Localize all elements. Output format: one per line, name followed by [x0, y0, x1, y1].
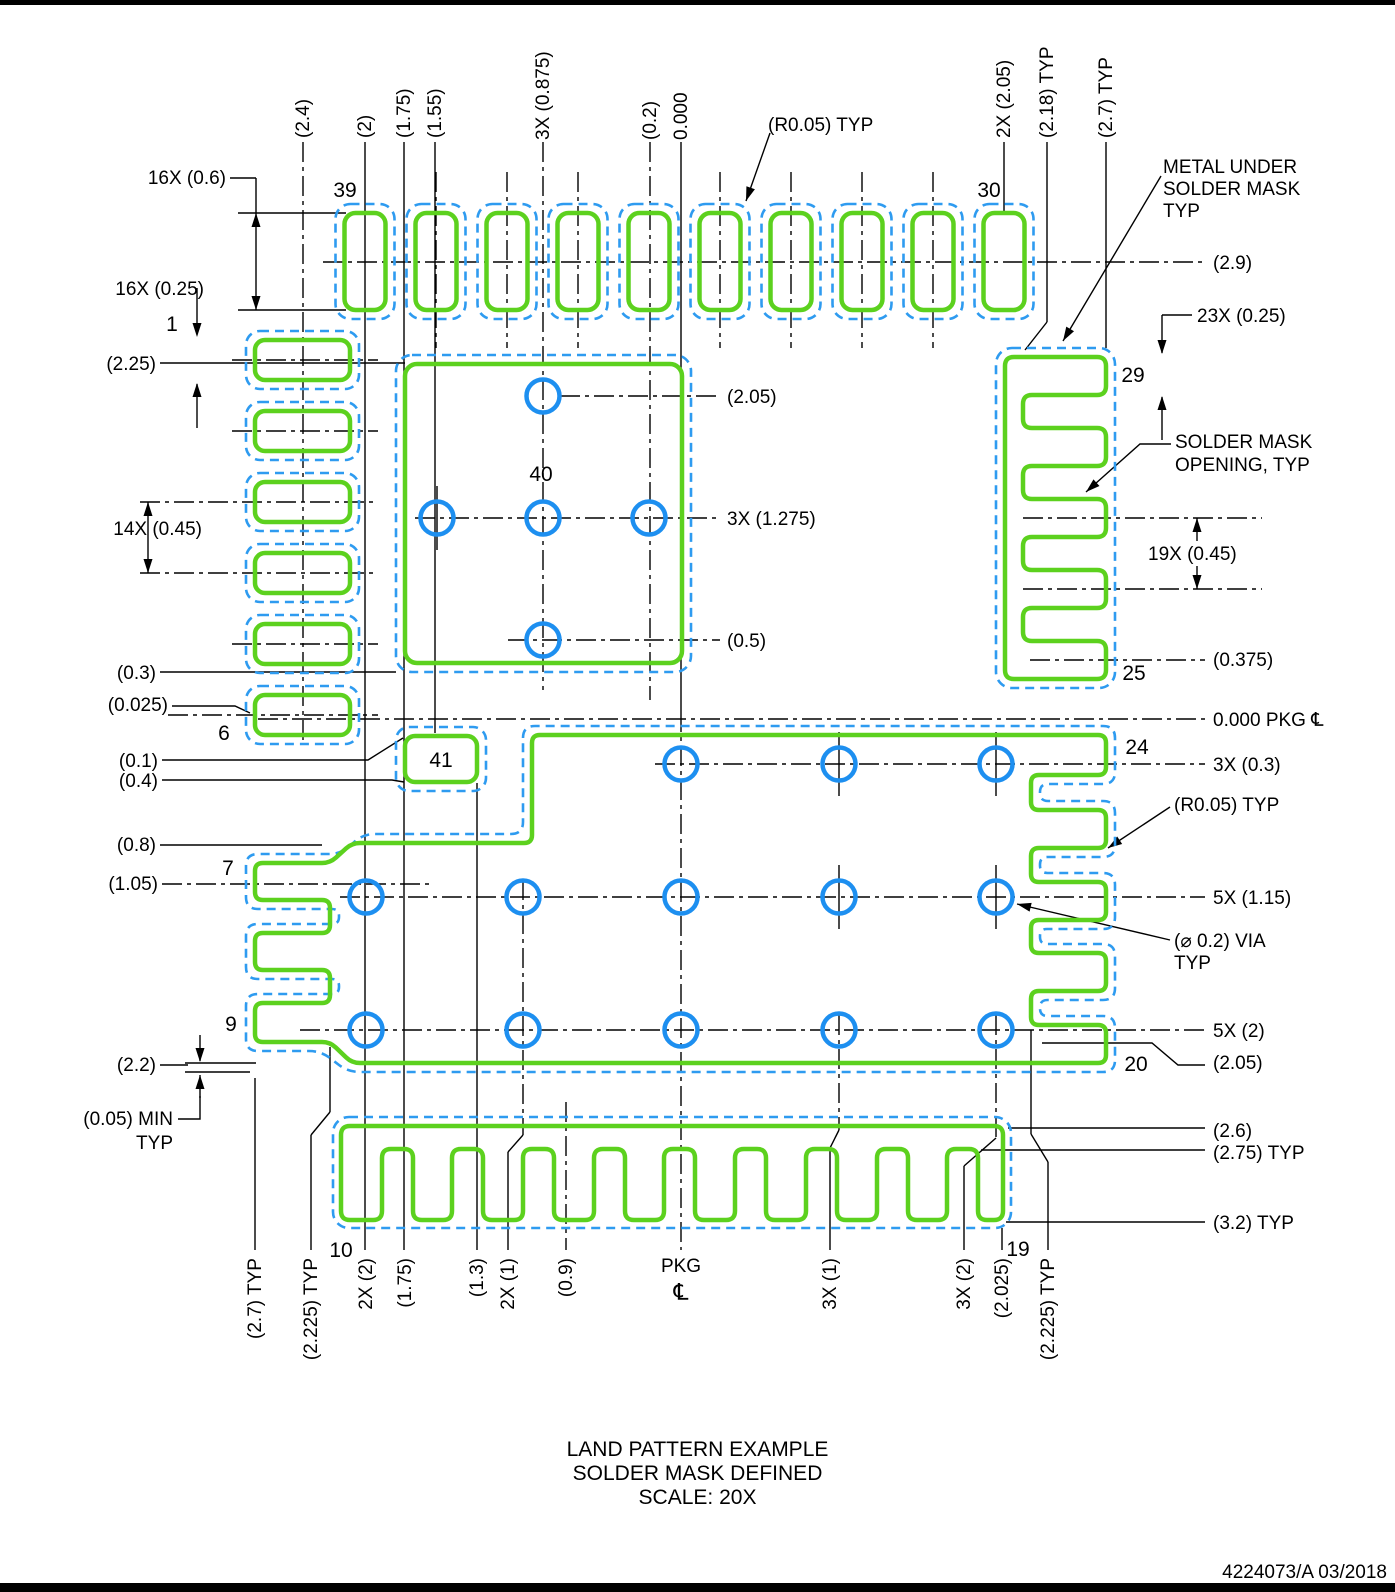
- dim-label-left: (0.025): [107, 695, 168, 716]
- pin-number-label: 20: [1124, 1053, 1148, 1076]
- dim-label-right: 3X (0.3): [1213, 755, 1281, 776]
- arrowhead: [1193, 575, 1202, 589]
- dim-label-bottom: (2.225) TYP: [1038, 1258, 1059, 1361]
- arrowhead: [1059, 327, 1074, 344]
- dim-label-right: (2.6): [1213, 1121, 1253, 1142]
- leader-line: [162, 738, 403, 760]
- dim-label-top: (2.4): [293, 98, 314, 138]
- pin-number-label: 6: [218, 722, 230, 745]
- dim-label-bottom: 2X (1): [498, 1258, 519, 1310]
- arrowhead: [252, 213, 261, 227]
- dim-label-top: (2): [355, 114, 376, 138]
- dim-label-right: SOLDER MASK: [1175, 432, 1313, 453]
- arrowhead: [1158, 340, 1167, 354]
- dim-label-bottom: (2.225) TYP: [301, 1258, 322, 1361]
- arrowhead: [1158, 396, 1167, 410]
- dim-label-right: SOLDER MASK: [1163, 179, 1301, 200]
- pin-number-label: 41: [429, 749, 453, 772]
- pin-number-label: 1: [166, 313, 178, 336]
- dim-label-right: ℄: [673, 1279, 689, 1305]
- dim-label-right: (2.05): [727, 387, 777, 408]
- dim-label-top: 2X (2.05): [994, 59, 1015, 138]
- dim-label-right: (0.5): [727, 631, 767, 652]
- drawing-number: 4224073/A 03/2018: [1222, 1562, 1387, 1583]
- dim-label-right: (2.9): [1213, 253, 1253, 274]
- dim-label-bottom: 2X (2): [356, 1258, 377, 1310]
- pin-number-label: 24: [1125, 736, 1149, 759]
- dim-label-top: (1.75): [394, 88, 415, 138]
- title-line-2: SOLDER MASK DEFINED: [572, 1462, 823, 1485]
- leader-line: [508, 1135, 523, 1152]
- dim-label-left: (0.8): [116, 835, 156, 856]
- dim-label-left: (1.05): [108, 874, 158, 895]
- leader-line: [1025, 322, 1047, 350]
- title-line-1: LAND PATTERN EXAMPLE: [566, 1438, 829, 1461]
- dim-label-left: (0.05) MIN: [83, 1109, 173, 1130]
- dim-label-right: METAL UNDER: [1163, 157, 1298, 178]
- dim-label-bottom: (0.9): [556, 1258, 577, 1298]
- dim-label-right: 0.000 PKG ℄: [1213, 710, 1324, 731]
- dim-label-top: (1.55): [425, 88, 446, 138]
- pin-number-label: 39: [333, 179, 357, 202]
- dim-label-right: PKG: [660, 1256, 702, 1277]
- dim-label-top: (2.18) TYP: [1037, 46, 1058, 138]
- dim-label-right: (2.05): [1213, 1053, 1263, 1074]
- metal-pad-10-19: [341, 1126, 1003, 1220]
- dim-label-bottom: 3X (1): [820, 1258, 841, 1310]
- dim-label-top: 0.000: [671, 92, 692, 140]
- arrowhead: [193, 323, 202, 337]
- dim-label-right: OPENING, TYP: [1175, 455, 1310, 476]
- dim-label-right: TYP: [1174, 953, 1211, 974]
- leader-line: [1031, 1134, 1048, 1162]
- page-bottom-border: [0, 1583, 1395, 1592]
- dim-label-right: 23X (0.25): [1197, 306, 1286, 327]
- dim-label-left: 14X (0.45): [113, 519, 202, 540]
- dim-label-right: 5X (1.15): [1213, 888, 1292, 909]
- dim-label-top: (0.2): [640, 100, 661, 140]
- pin-number-label: 19: [1006, 1238, 1030, 1261]
- dim-label-bottom: (2.025): [992, 1258, 1013, 1319]
- arrowhead: [144, 559, 153, 573]
- arrowhead: [193, 383, 202, 397]
- dim-label-left: (0.1): [118, 751, 158, 772]
- dim-label-left: (0.4): [118, 771, 158, 792]
- dim-label-bottom: (2.7) TYP: [245, 1258, 266, 1339]
- dim-label-right: 3X (1.275): [727, 509, 816, 530]
- dim-label-right: (2.75) TYP: [1213, 1143, 1305, 1164]
- arrowhead: [1016, 900, 1032, 912]
- leader-line: [172, 706, 250, 713]
- dim-label-bottom: (1.3): [467, 1258, 488, 1298]
- arrowhead: [742, 186, 755, 202]
- arrowhead: [252, 296, 261, 310]
- leader-line: [178, 1096, 200, 1119]
- drawing-title: [0, 1438, 1395, 1510]
- dim-label-left: (0.3): [116, 663, 156, 684]
- dim-label-bottom: (1.75): [395, 1258, 416, 1308]
- dim-label-right: 19X (0.45): [1148, 544, 1237, 565]
- pin-number-label: 25: [1122, 662, 1146, 685]
- dim-label-left: 16X (0.6): [147, 168, 226, 189]
- dim-label-left: (2.2): [116, 1055, 156, 1076]
- arrowhead: [1193, 518, 1202, 532]
- leader-line: [830, 1130, 839, 1148]
- pin-number-label: 29: [1121, 364, 1145, 387]
- pin-number-label: 40: [529, 463, 553, 486]
- arrowhead: [196, 1048, 205, 1062]
- dim-label-right: (3.2) TYP: [1213, 1213, 1294, 1234]
- title-line-3: SCALE: 20X: [638, 1486, 757, 1509]
- note-leader: [1063, 176, 1161, 341]
- arrowhead: [196, 1075, 205, 1089]
- arrowhead: [144, 502, 153, 516]
- pin-number-label: 9: [225, 1013, 237, 1036]
- pin-number-label: 7: [222, 857, 234, 880]
- dim-label-left: (2.25): [106, 354, 156, 375]
- dim-label-right: (⌀ 0.2) VIA: [1174, 931, 1266, 952]
- dim-label-bottom: 3X (2): [954, 1258, 975, 1310]
- dim-label-top: 3X (0.875): [533, 51, 554, 140]
- dim-label-right: 5X (2): [1213, 1021, 1265, 1042]
- dim-label-top: (2.7) TYP: [1096, 57, 1117, 138]
- dim-label-right: (R0.05) TYP: [1174, 795, 1280, 816]
- dim-label-left: TYP: [136, 1133, 173, 1154]
- dim-label-right: (0.375): [1213, 650, 1274, 671]
- metal-pad-25-29: [1005, 357, 1106, 679]
- leader-line: [162, 780, 404, 782]
- dim-label-right: TYP: [1163, 201, 1200, 222]
- dim-label-right: (R0.05) TYP: [768, 115, 874, 136]
- pin-number-label: 30: [977, 179, 1001, 202]
- pin-number-label: 10: [329, 1239, 353, 1262]
- leader-line: [311, 1112, 330, 1135]
- dim-label-left: 16X (0.25): [115, 279, 204, 300]
